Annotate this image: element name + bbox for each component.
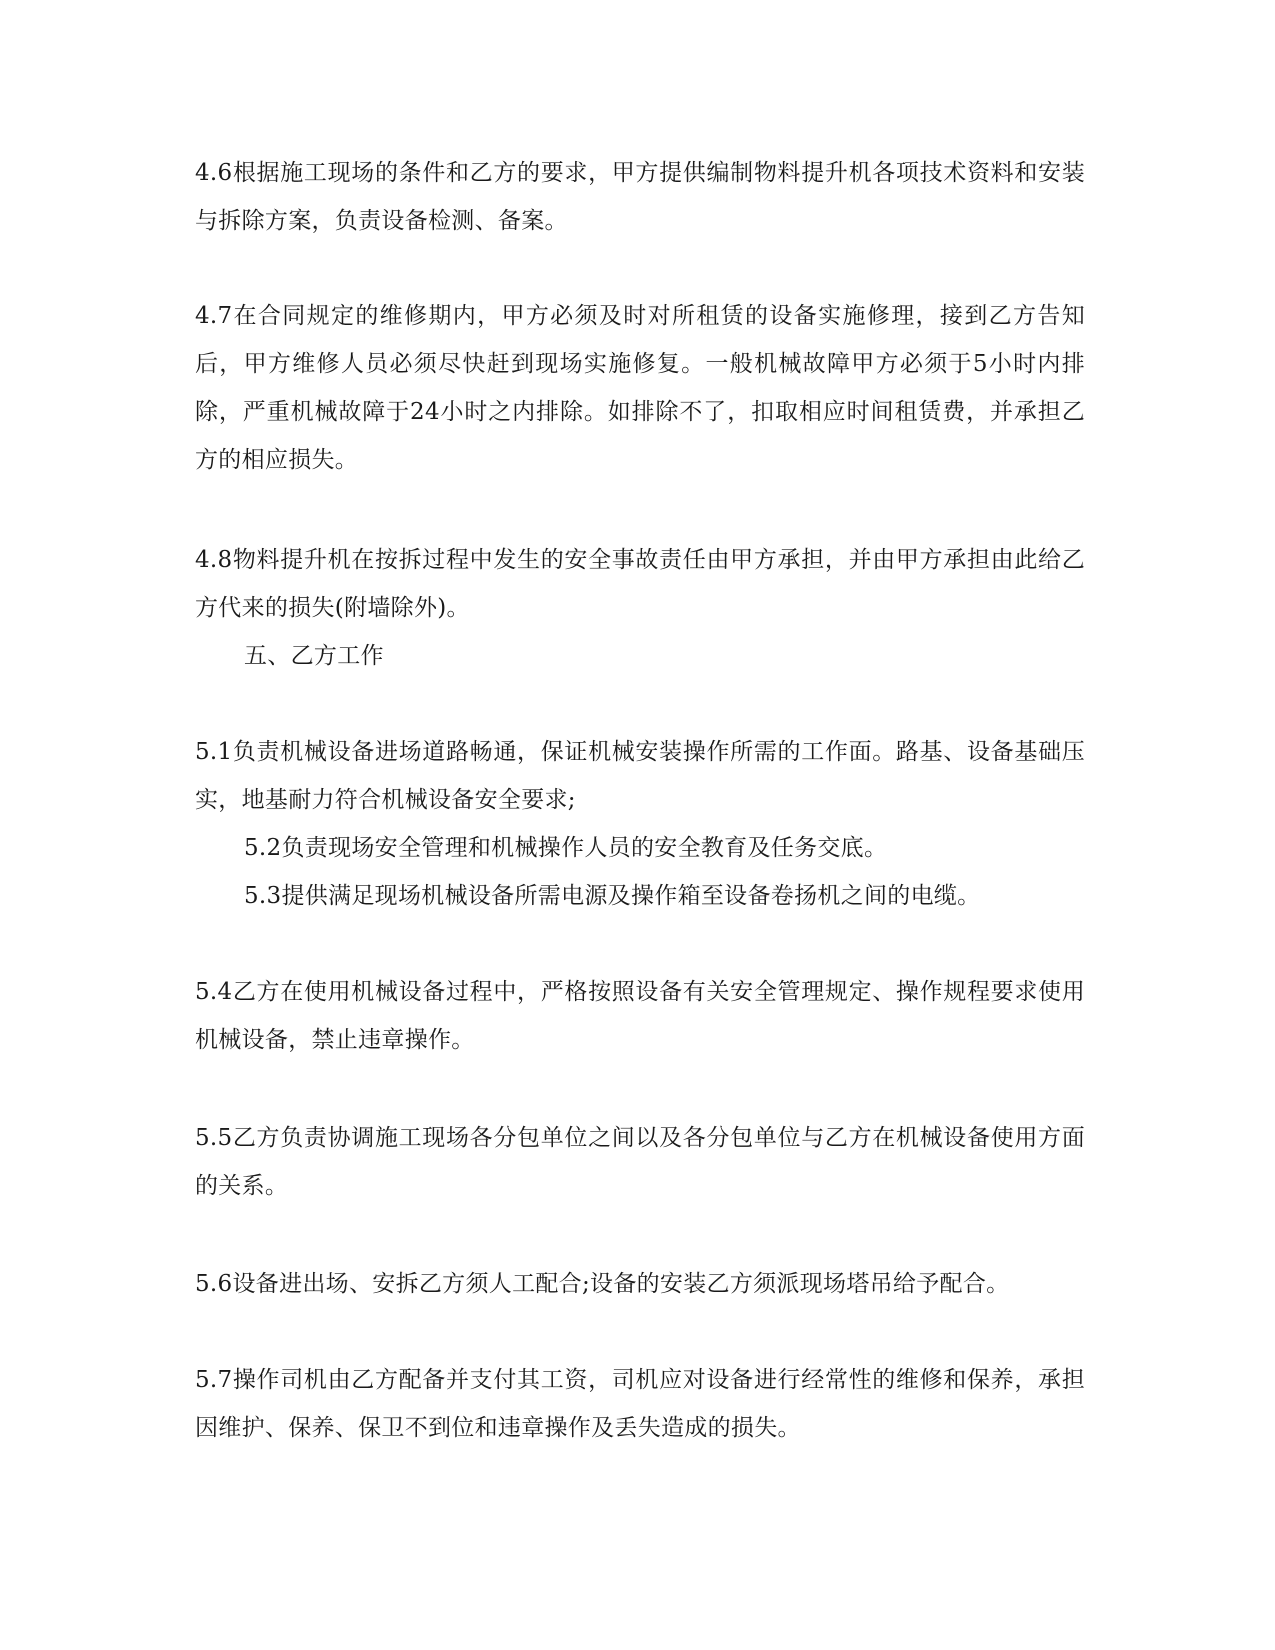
paragraph-5-3: 5.3提供满足现场机械设备所需电源及操作箱至设备卷扬机之间的电缆。	[244, 883, 981, 909]
paragraph-5-2: 5.2负责现场安全管理和机械操作人员的安全教育及任务交底。	[244, 835, 888, 861]
paragraph-5-5: 5.5乙方负责协调施工现场各分包单位之间以及各分包单位与乙方在机械设备使用方面的关系。	[195, 1125, 1085, 1199]
paragraph-5-4: 5.4乙方在使用机械设备过程中，严格按照设备有关安全管理规定、操作规程要求使用机械设备，禁止违章操作。	[195, 979, 1085, 1053]
paragraph-5-1: 5.1负责机械设备进场道路畅通，保证机械安装操作所需的工作面。路基、设备基础压实，地基耐力符合机械设备安全要求;	[195, 739, 1085, 813]
paragraph-5-7: 5.7操作司机由乙方配备并支付其工资，司机应对设备进行经常性的维修和保养，承担因维护、保养、保卫不到位和违章操作及丢失造成的损失。	[195, 1367, 1085, 1441]
paragraph-5-6: 5.6设备进出场、安拆乙方须人工配合;设备的安装乙方须派现场塔吊给予配合。	[195, 1271, 1010, 1297]
paragraph-4-8: 4.8物料提升机在按拆过程中发生的安全事故责任由甲方承担，并由甲方承担由此给乙方代来的损失(附墙除外)。	[195, 547, 1085, 621]
paragraph-4-6: 4.6根据施工现场的条件和乙方的要求，甲方提供编制物料提升机各项技术资料和安装与拆除方案，负责设备检测、备案。	[195, 160, 1085, 234]
paragraph-4-7: 4.7在合同规定的维修期内，甲方必须及时对所租赁的设备实施修理，接到乙方告知后，甲方维修人员必须尽快赶到现场实施修复。一般机械故障甲方必须于5小时内排除，严重机械故障于24小时之内排除。如排除不了，扣取相应时间租赁费，并承担乙方的相应损失。	[195, 303, 1085, 473]
section-heading-5: 五、乙方工作	[244, 643, 384, 669]
